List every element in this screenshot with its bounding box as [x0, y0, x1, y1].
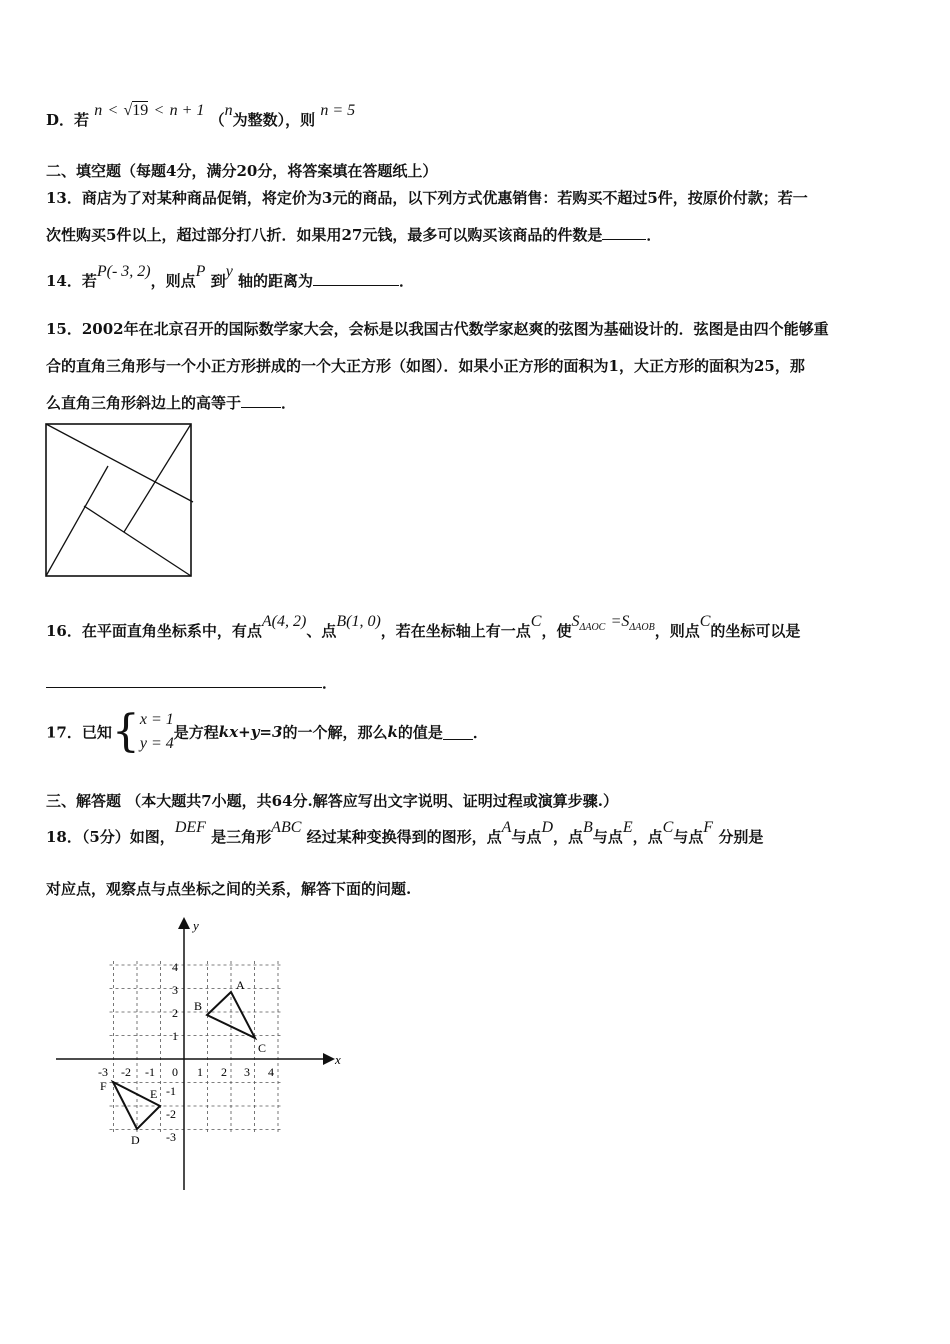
q16-suffix: 的坐标可以是: [710, 622, 801, 640]
y-tick-3: 3: [172, 983, 178, 997]
q15-line3: [46, 392, 296, 413]
q18-t6: ，点: [632, 828, 663, 846]
q17-equation: kx+y=3: [218, 723, 283, 741]
q18-t7: 与点: [673, 828, 704, 846]
q16-prefix: 16．在平面直角坐标系中，有点: [46, 622, 262, 640]
q18-abc: ABC: [271, 819, 302, 836]
q17-text3: 的值是: [397, 723, 443, 742]
q17-text2: 的一个解，那么: [282, 723, 388, 742]
y-tick-neg3: -3: [166, 1130, 176, 1144]
y-axis-label: y: [193, 918, 199, 933]
section2-header: 二、填空题（每题4分，满分20分，将答案填在答题纸上）: [46, 162, 438, 180]
q14-point: P(- 3, 2): [96, 263, 151, 280]
q14: [46, 263, 415, 291]
option-d-n: n: [94, 102, 103, 119]
q16-answer-blank[interactable]: [46, 673, 322, 688]
q14-y: y: [225, 263, 233, 280]
x-axis-label: x: [335, 1052, 341, 1067]
q15-line3-text: 么直角三角形斜边上的高等于: [46, 394, 242, 412]
q16-point-a: A(4, 2): [261, 613, 307, 630]
grid: [110, 961, 283, 1134]
q14-mid2: 到: [210, 272, 226, 290]
q14-end: ．: [399, 272, 415, 290]
q17-text: 是方程: [173, 723, 219, 742]
y-tick-neg2: -2: [166, 1107, 176, 1121]
q16-s1: S: [571, 613, 580, 630]
q17: [46, 708, 488, 756]
q18-b: B: [583, 819, 593, 836]
q18-t4: ，点: [553, 828, 584, 846]
q18-prefix: 18．（5分）如图，: [46, 828, 175, 846]
y-tick-neg1: -1: [166, 1084, 176, 1098]
q18-t1: 是三角形: [211, 828, 272, 846]
q15-answer-blank[interactable]: [241, 393, 281, 408]
q17-answer-blank[interactable]: [443, 725, 473, 740]
q13-end: ．: [646, 226, 662, 244]
q18-d: D: [541, 819, 553, 836]
x-tick-neg2: -2: [121, 1065, 131, 1079]
x-tick-1: 1: [197, 1065, 203, 1079]
x-tick-4: 4: [268, 1065, 274, 1079]
q13-line1: 13．商店为了对某种商品促销，将定价为3元的商品，以下列方式优惠销售：若购买不超过5件，按原价付款；若一: [46, 189, 808, 207]
diagram-line-2: [124, 424, 191, 532]
q14-P: P: [195, 263, 206, 280]
section3-header: 三、解答题 （本大题共7小题，共64分.解答应写出文字说明、证明过程或演算步骤.）: [46, 792, 618, 810]
q16-s2-sub: ΔAOB: [629, 622, 655, 633]
q16-s2: S: [621, 613, 630, 630]
q16-point-b: B(1, 0): [336, 613, 381, 630]
option-d-sqrt: 19: [132, 102, 149, 119]
q18-def: DEF: [174, 819, 206, 836]
q17-end: ．: [472, 723, 488, 742]
q16-answer-line: [46, 672, 337, 693]
diagram-line-1: [46, 424, 193, 502]
q16-mid1: ，若在坐标轴上有一点: [380, 622, 531, 640]
q16: [46, 613, 801, 641]
option-d-lt2: <: [153, 102, 165, 119]
point-c-label: C: [258, 1041, 267, 1055]
y-tick-4: 4: [172, 960, 178, 974]
q17-eq2: y = 4: [139, 735, 174, 752]
q14-mid3: 轴的距离为: [238, 272, 314, 290]
q18-t8: 分别是: [718, 828, 764, 846]
q18-a: A: [501, 819, 512, 836]
q18-t3: 与点: [511, 828, 542, 846]
string-diagram: [44, 422, 194, 580]
q18-e: E: [622, 819, 633, 836]
point-e-label: E: [150, 1087, 158, 1101]
option-d-paren-n: n: [224, 102, 233, 119]
point-d-label: D: [131, 1133, 140, 1147]
q18-t2: 经过某种变换得到的图形，点: [306, 828, 502, 846]
q18-t5: 与点: [592, 828, 623, 846]
q17-k: k: [387, 723, 398, 741]
q16-end: ．: [322, 674, 338, 692]
option-d-paren-text: 为整数），则: [232, 111, 316, 129]
diagram-line-4: [46, 466, 108, 576]
option-d-result: n = 5: [320, 102, 356, 119]
q14-mid1: ，则点: [150, 272, 196, 290]
q15-line1: 15．2002年在北京召开的国际数学家大会，会标是以我国古代数学家赵爽的弦图为基础设计的．弦图是由四个能够重: [46, 320, 829, 338]
q15-end: ．: [281, 394, 297, 412]
option-d-lt1: <: [107, 102, 119, 119]
q18: [46, 819, 764, 847]
origin-label: 0: [172, 1065, 178, 1079]
x-tick-2: 2: [221, 1065, 227, 1079]
q16-sep: 、点: [306, 622, 337, 640]
equation-system: [140, 708, 174, 756]
q18-f: F: [703, 819, 714, 836]
x-tick-neg3: -3: [98, 1065, 108, 1079]
q18-c: C: [662, 819, 674, 836]
x-tick-neg1: -1: [145, 1065, 155, 1079]
x-tick-3: 3: [244, 1065, 250, 1079]
q16-mid3: ，则点: [654, 622, 700, 640]
big-square: [46, 424, 191, 576]
q14-answer-blank[interactable]: [313, 271, 399, 286]
q16-c2: C: [699, 613, 711, 630]
q18-line2: 对应点，观察点与点坐标之间的关系，解答下面的问题.: [46, 880, 412, 898]
q16-mid2: ，使: [541, 622, 572, 640]
q15-line2: 合的直角三角形与一个小正方形拼成的一个大正方形（如图）．如果小正方形的面积为1，大正方形的面积为25，那: [46, 357, 805, 375]
diagram-line-3: [84, 506, 191, 576]
sqrt-symbol: √19: [123, 102, 149, 119]
point-f-label: F: [100, 1079, 107, 1093]
y-tick-2: 2: [172, 1006, 178, 1020]
option-d-label: D．若: [46, 111, 90, 129]
q14-prefix: 14．若: [46, 272, 97, 290]
q16-eq: =: [610, 613, 622, 630]
q13-line2: [46, 224, 661, 245]
option-d-rhs: n + 1: [169, 102, 205, 119]
point-a-label: A: [236, 978, 245, 992]
system-brace: {: [111, 706, 140, 757]
q16-c: C: [530, 613, 542, 630]
q17-eq1: x = 1: [139, 711, 174, 728]
point-b-label: B: [194, 999, 203, 1013]
q16-s1-sub: ΔAOC: [579, 622, 606, 633]
option-d: [46, 102, 356, 130]
option-d-paren-open: （: [209, 111, 225, 129]
y-tick-1: 1: [172, 1029, 178, 1043]
q17-prefix: 17．已知: [46, 723, 112, 742]
coordinate-graph: [50, 912, 350, 1197]
q13-answer-blank[interactable]: [602, 225, 646, 240]
q13-line2-text: 次性购买5件以上，超过部分打八折．如果用27元钱，最多可以购买该商品的件数是: [46, 226, 603, 244]
